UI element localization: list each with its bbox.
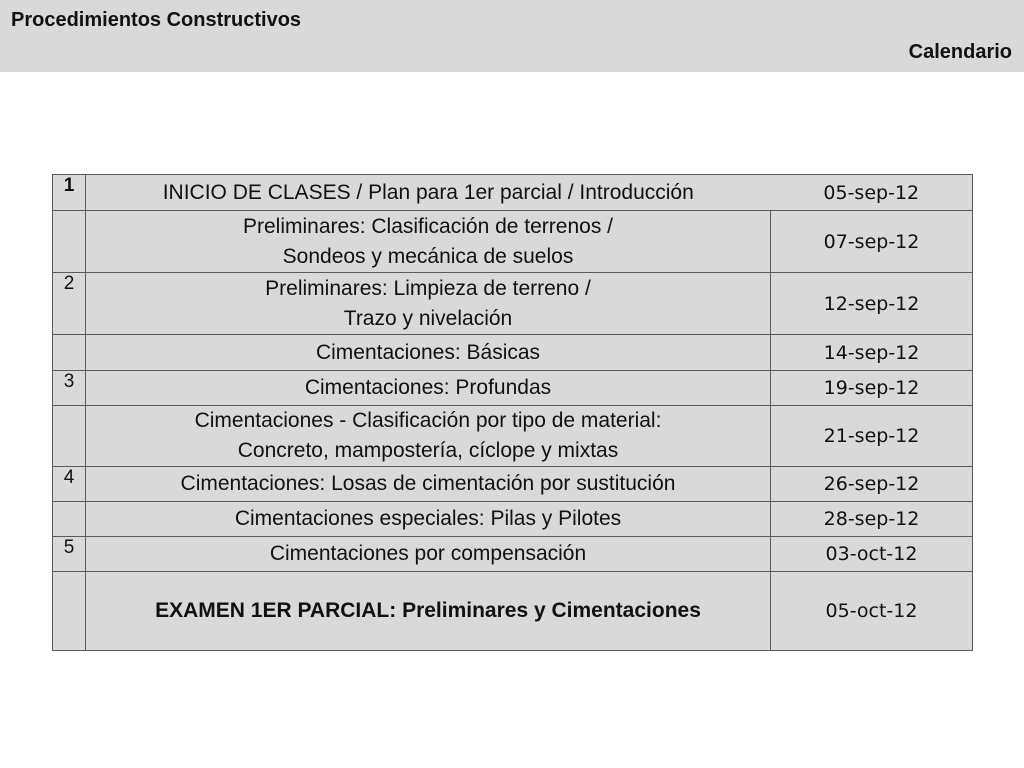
- date-cell: 19-sep-12: [771, 371, 973, 406]
- table-row: [53, 175, 973, 211]
- session-number: [53, 406, 86, 467]
- topic-line: Cimentaciones: Básicas: [315, 340, 541, 364]
- topic-cell: [86, 273, 771, 335]
- table-row: [53, 467, 973, 502]
- topic-cell: [86, 335, 771, 371]
- table-row: [53, 335, 973, 371]
- date-cell: 14-sep-12: [771, 335, 973, 371]
- topic-cell: [86, 502, 771, 537]
- topic-cell: [86, 406, 771, 467]
- session-number: [53, 572, 86, 651]
- date-cell: 05-sep-12: [771, 175, 973, 211]
- date-cell: 05-oct-12: [771, 572, 973, 651]
- topic-cell: [86, 211, 771, 273]
- date-cell: 12-sep-12: [771, 273, 973, 335]
- topic-cell: [86, 467, 771, 502]
- table-row: [53, 371, 973, 406]
- topic-line: Cimentaciones: Profundas: [304, 376, 552, 399]
- date-cell: 26-sep-12: [771, 467, 973, 502]
- session-number: 4: [53, 467, 86, 502]
- topic-cell: [86, 537, 771, 572]
- topic-line: Sondeos y mecánica de suelos: [282, 244, 574, 268]
- topic-line: Preliminares: Clasificación de terrenos /: [243, 214, 613, 238]
- session-number: [53, 335, 86, 371]
- session-number: 1: [53, 175, 86, 211]
- topic-line: Concreto, mampostería, cíclope y mixtas: [237, 439, 619, 462]
- date-cell: 03-oct-12: [771, 537, 973, 572]
- topic-line: Cimentaciones por compensación: [269, 542, 587, 565]
- table-row: [53, 406, 973, 467]
- session-number: 3: [53, 371, 86, 406]
- topic-line: INICIO DE CLASES / Plan para 1er parcial / Introducción: [162, 180, 694, 204]
- topic-line: EXAMEN 1ER PARCIAL: Preliminares y Cimentaciones: [155, 599, 701, 622]
- topic-cell: [86, 175, 771, 211]
- date-cell: 21-sep-12: [771, 406, 973, 467]
- page-title: Procedimientos Constructivos: [11, 9, 302, 31]
- topic-line: Trazo y nivelación: [343, 306, 513, 330]
- table-row: [53, 537, 973, 572]
- table-row: [53, 572, 973, 651]
- topic-cell: [86, 371, 771, 406]
- session-number: [53, 211, 86, 273]
- topic-line: Cimentaciones - Clasificación por tipo de material:: [194, 409, 662, 432]
- table-row: [53, 211, 973, 273]
- page-subtitle: Calendario: [908, 41, 1012, 63]
- topic-line: Cimentaciones especiales: Pilas y Pilotes: [234, 507, 622, 530]
- topic-line: Cimentaciones: Losas de cimentación por sustitución: [180, 472, 676, 495]
- date-cell: 28-sep-12: [771, 502, 973, 537]
- date-cell: 07-sep-12: [771, 211, 973, 273]
- header-bar: [0, 0, 1024, 72]
- table-row: [53, 502, 973, 537]
- session-number: 5: [53, 537, 86, 572]
- table-row: [53, 273, 973, 335]
- session-number: 2: [53, 273, 86, 335]
- schedule-table: [52, 174, 973, 651]
- session-number: [53, 502, 86, 537]
- topic-line: Preliminares: Limpieza de terreno /: [265, 276, 591, 300]
- topic-cell: [86, 572, 771, 651]
